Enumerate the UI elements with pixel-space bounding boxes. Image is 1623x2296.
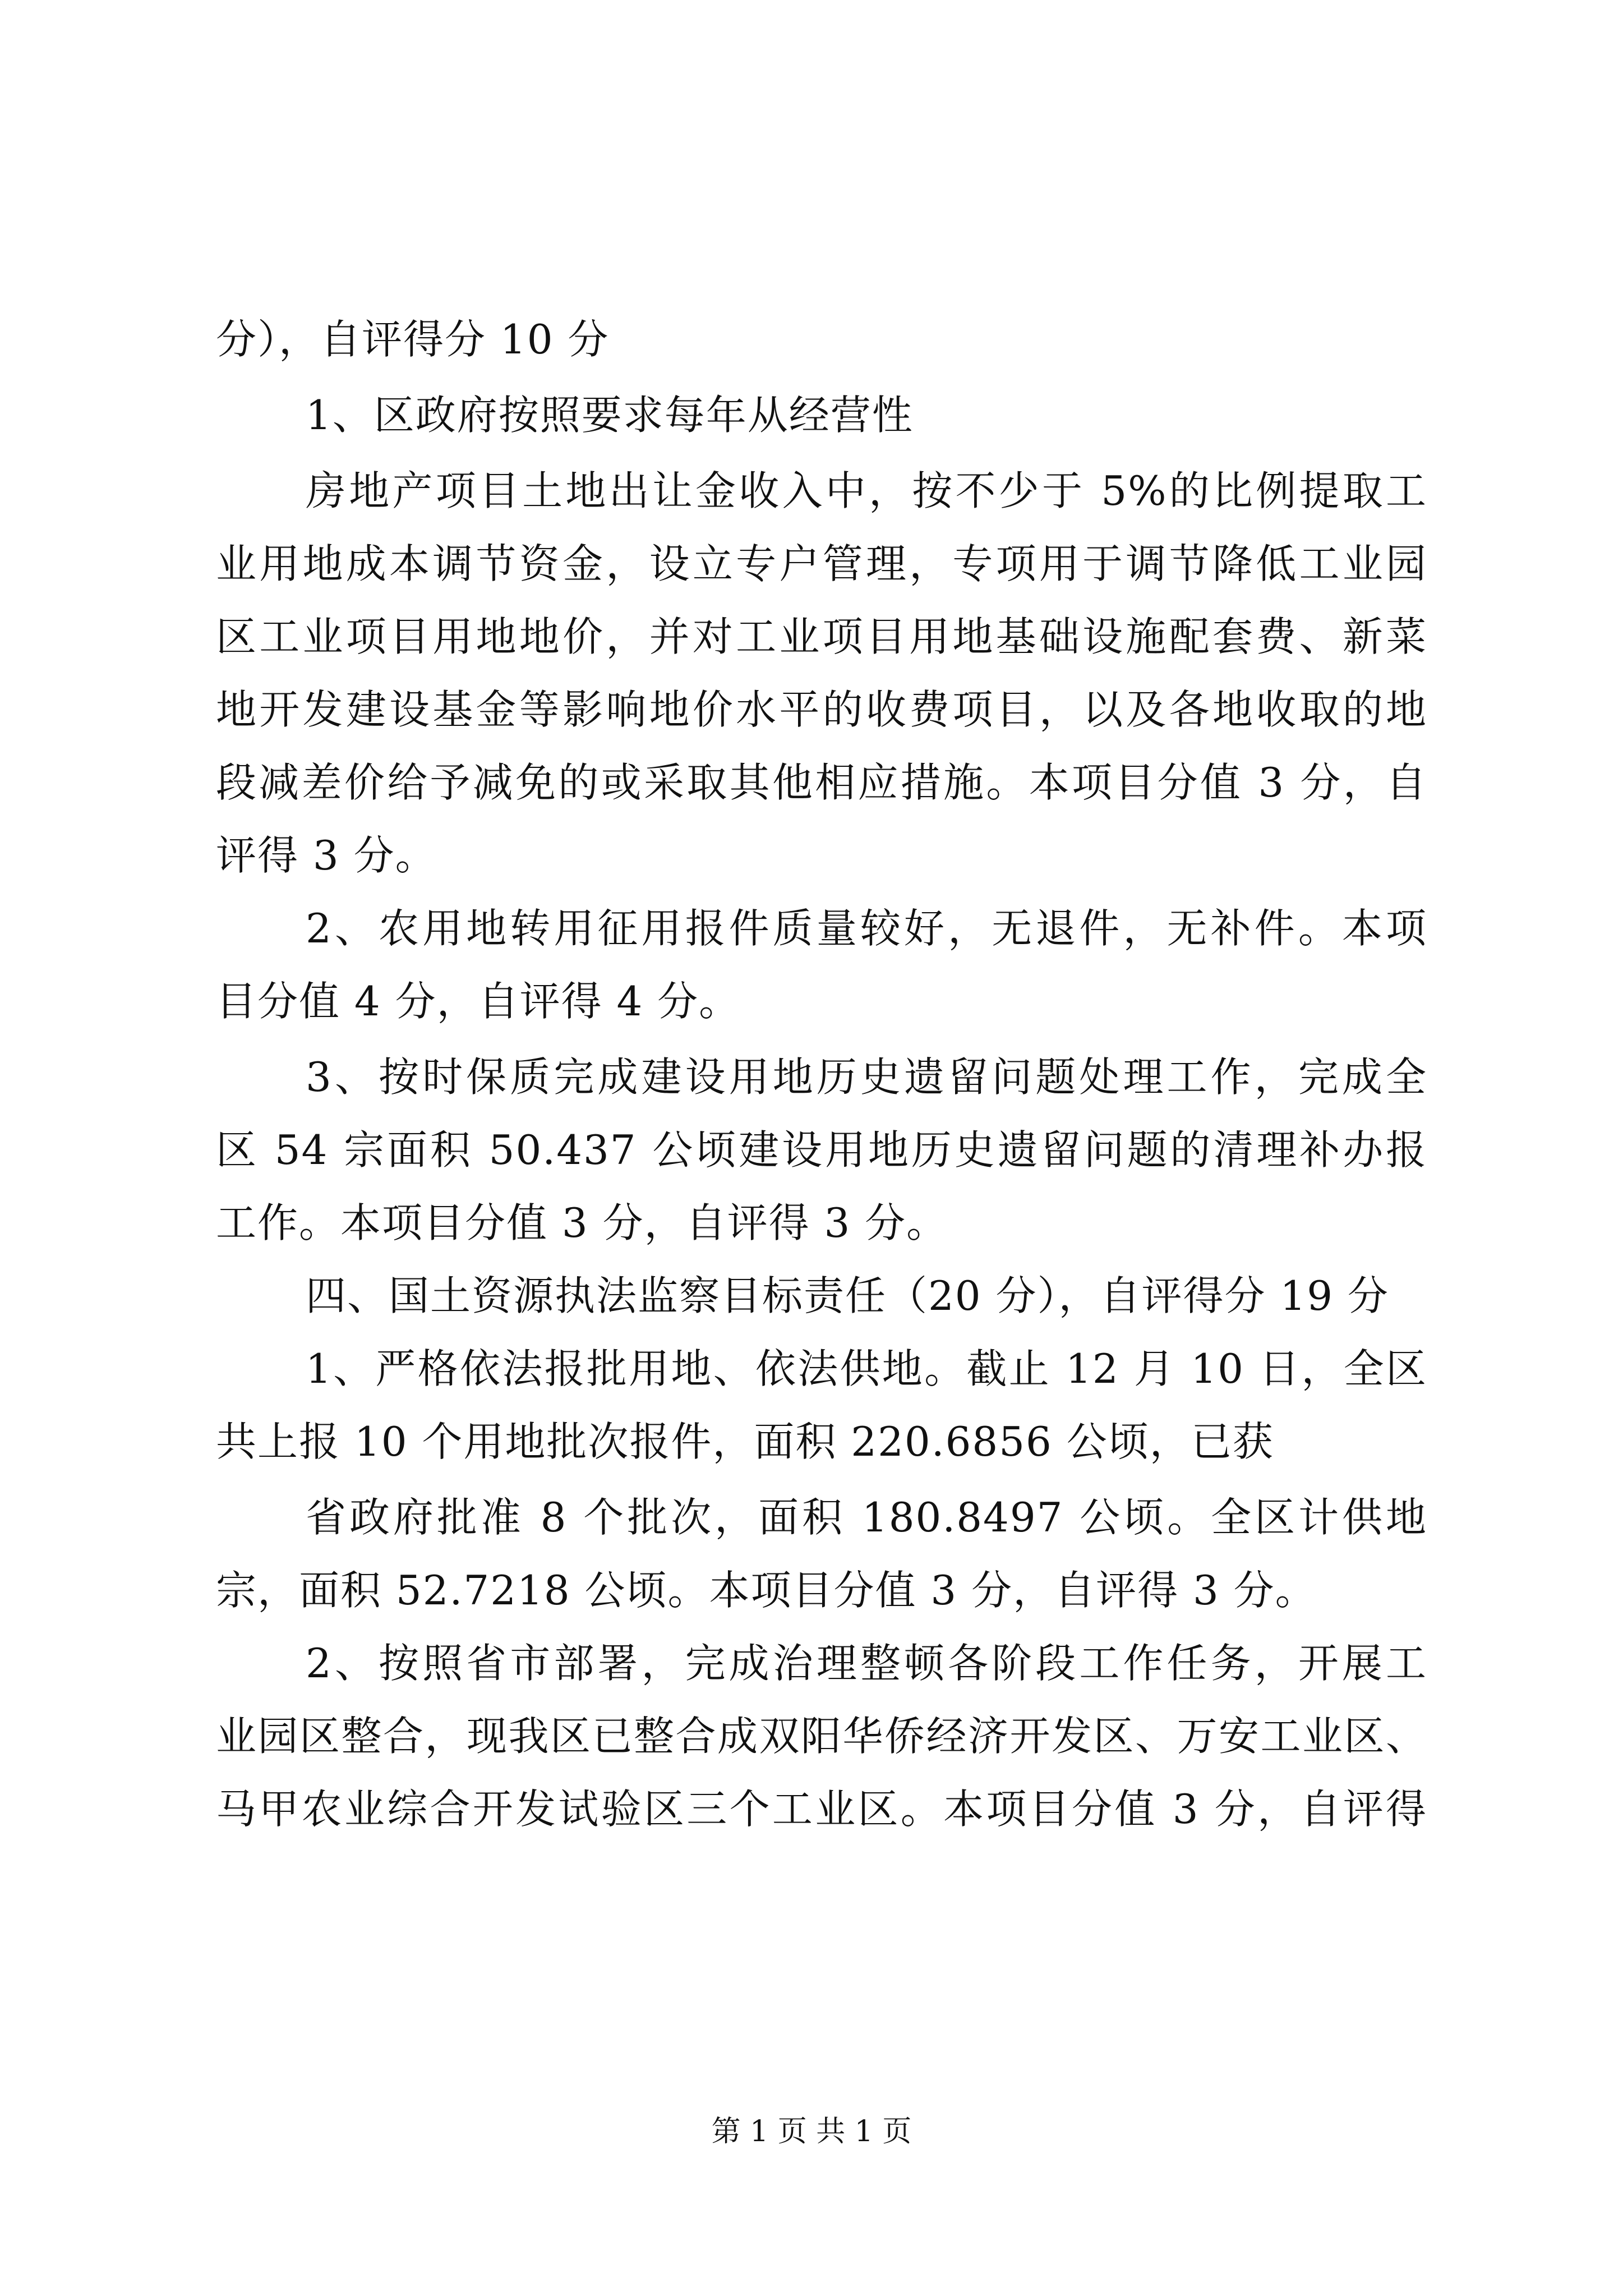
text-line-13: 工作。本项目分值 3 分，自评得 3 分。 [216, 1199, 948, 1246]
text-line-9: 2、农用地转用征用报件质量较好，无退件，无补件。本项 [306, 905, 1427, 952]
text-line-1: 分），自评得分 10 分 [216, 316, 610, 363]
text-line-8: 评得 3 分。 [216, 832, 437, 879]
text-line-16: 共上报 10 个用地批次报件，面积 220.6856 公顷，已获 [216, 1418, 1274, 1465]
page-footer: 第 1 页 共 1 页 [711, 2115, 912, 2148]
text-line-14: 四、国土资源执法监察目标责任（20 分），自评得分 19 分 [306, 1272, 1389, 1319]
text-line-19: 2、按照省市部署，完成治理整顿各阶段工作任务，开展工 [306, 1640, 1427, 1687]
text-line-4: 业用地成本调节资金，设立专户管理，专项用于调节降低工业园 [216, 540, 1427, 587]
text-line-15: 1、严格依法报批用地、依法供地。截止 12 月 10 日，全区 [306, 1345, 1427, 1392]
text-line-2: 1、区政府按照要求每年从经营性 [306, 392, 914, 439]
text-line-5: 区工业项目用地地价，并对工业项目用地基础设施配套费、新菜 [216, 613, 1427, 660]
text-line-17: 省政府批准 8 个批次，面积 180.8497 公顷。全区计供地 [306, 1494, 1427, 1541]
text-line-20: 业园区整合，现我区已整合成双阳华侨经济开发区、万安工业区、 [216, 1713, 1427, 1760]
text-line-3: 房地产项目土地出让金收入中，按不少于 5%的比例提取工 [306, 467, 1427, 514]
text-line-21: 马甲农业综合开发试验区三个工业区。本项目分值 3 分，自评得 [216, 1786, 1427, 1833]
text-line-12: 区 54 宗面积 50.437 公顷建设用地历史遗留问题的清理补办报 [216, 1126, 1427, 1174]
text-line-11: 3、按时保质完成建设用地历史遗留问题处理工作，完成全 [306, 1053, 1427, 1101]
text-line-10: 目分值 4 分，自评得 4 分。 [216, 978, 741, 1025]
text-line-18: 宗，面积 52.7218 公顷。本项目分值 3 分，自评得 3 分。 [216, 1567, 1317, 1614]
text-line-6: 地开发建设基金等影响地价水平的收费项目，以及各地收取的地 [216, 686, 1427, 733]
text-line-7: 段减差价给予减免的或采取其他相应措施。本项目分值 3 分，自 [216, 759, 1427, 806]
